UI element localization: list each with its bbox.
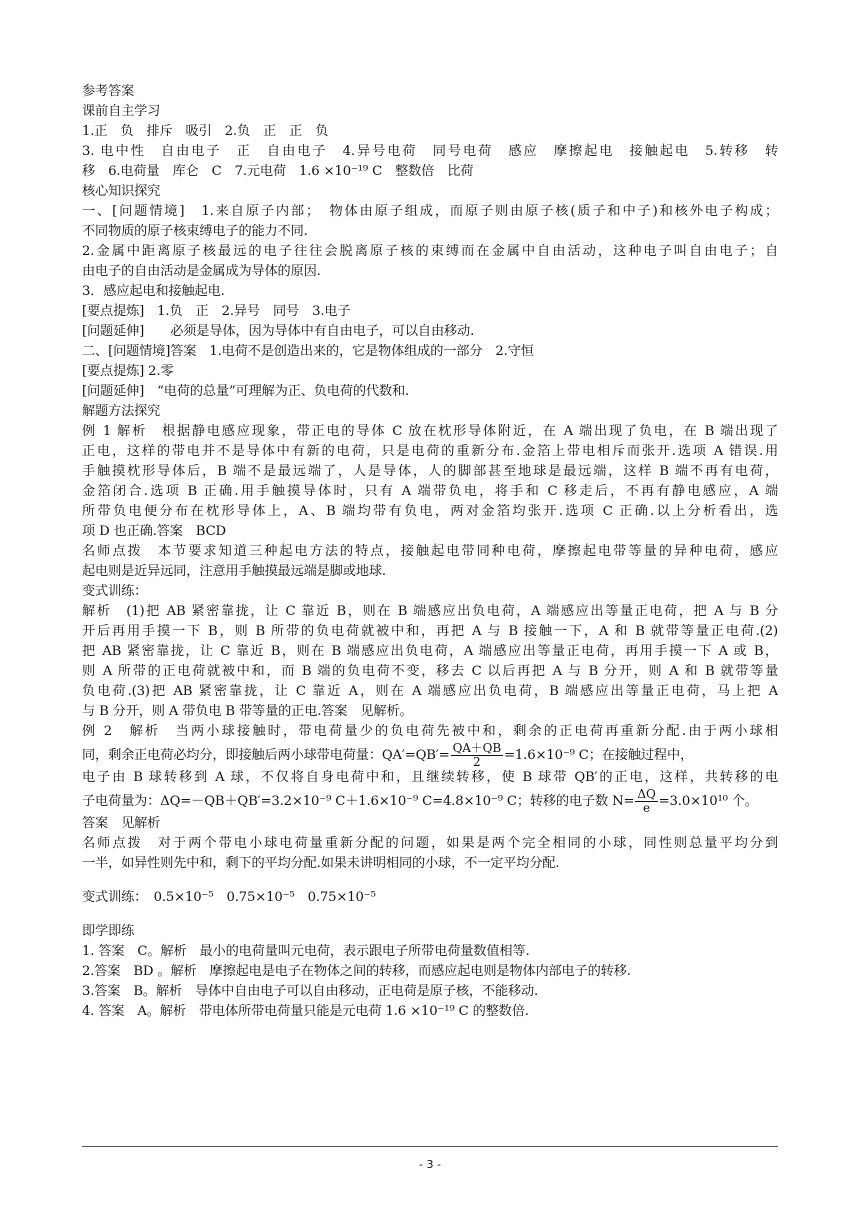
- paragraph-line: 一、[问题情境] 1.来自原子内部； 物体由原子组成，而原子则由原子核(质子和中子)和核外电子构成；: [82, 204, 778, 219]
- paragraph-line: 2.金属中距离原子核最远的电子往往会脱离原子核的束缚而在金属中自由活动，这种电子叫自由电子；自: [82, 244, 778, 259]
- paragraph-line: [要点提炼] 2.零: [82, 364, 174, 379]
- fraction-denominator: e: [643, 801, 650, 814]
- section-heading-core-knowledge: 核心知识探究: [82, 184, 161, 199]
- paragraph-line: 3．感应起电和接触起电.: [82, 284, 225, 299]
- section-heading-preclass: 课前自主学习: [82, 104, 161, 119]
- paragraph-line: 负电荷.(3)把 AB 紧密靠拢，让 C 靠近 A，则在 A 端感应出负电荷，B 端感应出等量正电荷，马上把 A: [82, 684, 778, 699]
- fraction-numerator: ΔQ: [637, 788, 656, 801]
- formula-text: =1.6×10⁻⁹ C；在接触过程中，: [504, 748, 694, 763]
- answer-line: 移 6.电荷量 库仑 C 7.元电荷 1.6 ×10⁻¹⁹ C 整数倍 比荷: [82, 164, 474, 179]
- paragraph-line: 把 AB 紧密靠拢，让 C 靠近 B，则在 B 端感应出负电荷，A 端感应出等量正电荷，再用手摸一下 A 或 B，: [82, 644, 778, 659]
- paragraph-line: 一半，如异性则先中和，剩下的平均分配.如果未讲明相同的小球，不一定平均分配.: [82, 856, 560, 871]
- paragraph-line: 金箔闭合.选项 B 正确.用手触摸导体时，只有 A 端带负电，将手和 C 移走后，不再有静电感应，A 端: [82, 484, 778, 499]
- practice-answer: 1. 答案 C。解析 最小的电荷量叫元电荷，表示跟电子所带电荷量数值相等.: [82, 944, 530, 959]
- paragraph-line: 例 1 解析 根据静电感应现象，带正电的导体 C 放在枕形导体附近，在 A 端出现了负电，在 B 端出现了: [82, 424, 778, 439]
- paragraph-line: 二、[问题情境]答案 1.电荷不是创造出来的，它是物体组成的一部分 2.守恒: [82, 344, 534, 359]
- paragraph-line: 不同物质的原子核束缚电子的能力不同.: [82, 224, 308, 239]
- section-heading-methods: 解题方法探究: [82, 404, 161, 419]
- practice-answer: 2.答案 BD 。解析 摩擦起电是电子在物体之间的转移，而感应起电则是物体内部电子的转移.: [82, 964, 631, 979]
- subheading-variant-training: 变式训练：: [82, 584, 148, 599]
- footer-divider: [82, 1146, 778, 1147]
- paragraph-line: 电子由 B 球转移到 A 球，不仅将自身电荷中和，且继续转移，使 B 球带 QB′的正电，这样，共转移的电: [82, 770, 778, 785]
- formula-text: 同，剩余正电荷必均分，即接触后两小球带电荷量：QA′=QB′=: [82, 748, 450, 763]
- paragraph-line: 变式训练： 0.5×10⁻⁵ 0.75×10⁻⁵ 0.75×10⁻⁵: [82, 890, 376, 905]
- document-page: [82, 82, 778, 1022]
- paragraph-line: 所带负电便分布在枕形导体上，A、B 端均带有负电，两对金箔均张开.选项 C 正确.以上分析看出，选: [82, 504, 778, 519]
- formula-text: 子电荷量为：ΔQ=－QB＋QB′=3.2×10⁻⁹ C＋1.6×10⁻⁹ C=4.8×10⁻⁹ C；转移的电子数 N=: [82, 794, 635, 809]
- formula-line: [82, 788, 778, 814]
- paragraph-line: 名师点拨 本节要求知道三种起电方法的特点，接触起电带同种电荷，摩擦起电带等量的异种电荷，感应: [82, 544, 778, 559]
- paragraph-line: 例 2 解析 当两小球接触时，带电荷量少的负电荷先被中和，剩余的正电荷再重新分配.由于两小球相: [82, 724, 778, 739]
- section-heading-practice: 即学即练: [82, 924, 135, 939]
- answer-line: 3. 电中性 自由电子 正 自由电子 4.异号电荷 同号电荷 感应 摩擦起电 接触起电 5.转移 转: [82, 144, 778, 159]
- paragraph-line: 项 D 也正确.答案 BCD: [82, 524, 226, 539]
- paragraph-line: 起电则是近异远同，注意用手触摸最远端是脚或地球.: [82, 564, 386, 579]
- paragraph-line: [问题延伸] “电荷的总量”可理解为正、负电荷的代数和.: [82, 384, 410, 399]
- paragraph-line: 正电，这样的带电并不是导体中有新的电荷，只是电荷的重新分布.金箔上带电相斥而张开.选项 A 错误.用: [82, 444, 778, 459]
- practice-answer: 4. 答案 A。解析 带电体所带电荷量只能是元电荷 1.6 ×10⁻¹⁹ C 的整数倍.: [82, 1004, 529, 1019]
- practice-answer: 3.答案 B。解析 导体中自由电子可以自由移动，正电荷是原子核，不能移动.: [82, 984, 539, 999]
- fraction-numerator: QA＋QB: [452, 742, 502, 755]
- fraction-denominator: 2: [473, 755, 481, 768]
- answer-line: 1.正 负 排斥 吸引 2.负 正 正 负: [82, 124, 329, 139]
- paragraph-line: [要点提炼] 1.负 正 2.异号 同号 3.电子: [82, 304, 351, 319]
- fraction: [451, 742, 503, 768]
- paragraph-line: 则 A 所带的正电荷就被中和，而 B 端的负电荷不变，移去 C 以后再把 A 与 B 分开，则 A 和 B 就带等量: [82, 664, 778, 679]
- formula-line: [82, 742, 778, 768]
- paragraph-line: 名师点拨 对于两个带电小球电荷量重新分配的问题，如果是两个完全相同的小球，同性则总量平均分到: [82, 836, 778, 851]
- formula-text: =3.0×10¹⁰ 个。: [658, 794, 758, 809]
- paragraph-line: 开后再用手摸一下 B，则 B 所带的负电荷就被中和，再把 A 与 B 接触一下，A 和 B 就带等量正电荷.(2): [82, 624, 778, 639]
- paragraph-line: 手触摸枕形导体后，B 端不是最远端了，人是导体，人的脚部甚至地球是最远端，这样 B 端不再有电荷，: [82, 464, 778, 479]
- paragraph-line: 与 B 分开，则 A 带负电 B 带等量的正电.答案 见解析。: [82, 704, 413, 719]
- paragraph-line: [问题延伸] 必须是导体，因为导体中有自由电子，可以自由移动.: [82, 324, 475, 339]
- paragraph-line: 答案 见解析: [82, 816, 161, 831]
- paragraph-line: 解析 (1)把 AB 紧密靠拢，让 C 靠近 B，则在 B 端感应出负电荷，A 端感应出等量正电荷，把 A 与 B 分: [82, 604, 778, 619]
- section-heading-reference-answers: 参考答案: [82, 84, 135, 99]
- page-number: - 3 -: [419, 1158, 441, 1171]
- fraction: [635, 788, 657, 814]
- paragraph-line: 由电子的自由活动是金属成为导体的原因.: [82, 264, 321, 279]
